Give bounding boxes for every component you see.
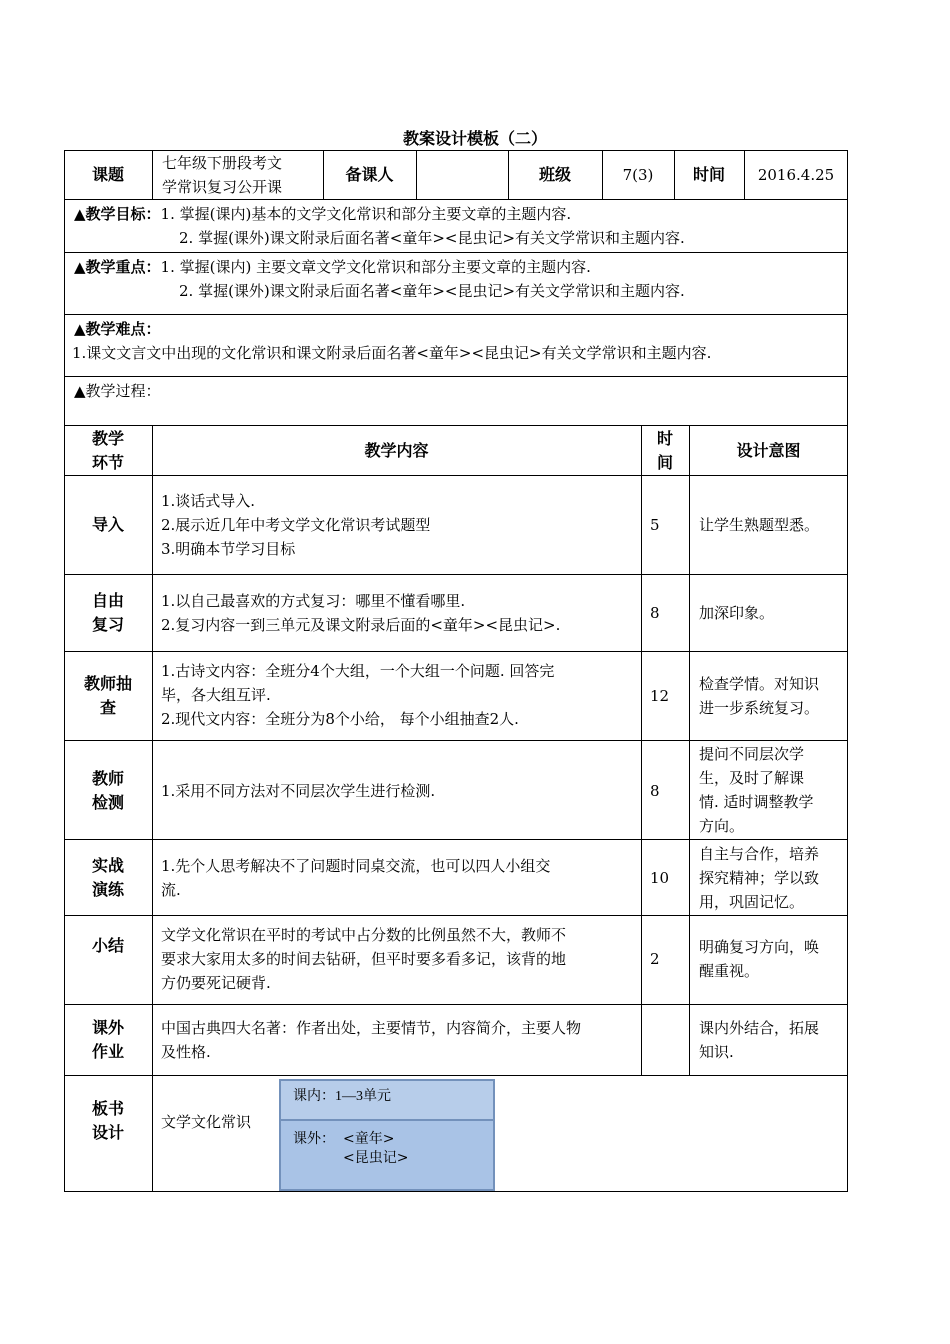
- table-row-content: 1.谈话式导入. 2.展示近几年中考文学文化常识考试题型 3.明确本节学习目标: [161, 492, 431, 558]
- preparer-label: 备课人: [345, 165, 394, 184]
- table-row-intent: 自主与合作，培养 探究精神；学以致 用，巩固记忆。: [699, 845, 820, 911]
- table-row-time: 8: [650, 782, 660, 800]
- board-outside-label: 课外：: [293, 1131, 335, 1147]
- table-row-time: 10: [650, 869, 670, 887]
- table-row-stage: 实战 演练: [91, 856, 124, 899]
- table-row-intent: 提问不同层次学 生，及时了解课 情. 适时调整教学 方向。: [699, 745, 814, 835]
- key-point-item: 1. 掌握(课内) 主要文章文学文化常识和部分主要文章的主题内容.: [160, 258, 591, 276]
- table-row-intent: 让学生熟题型悉。: [699, 516, 820, 534]
- table-row-time: 12: [650, 687, 670, 705]
- table-row-stage: 小结: [91, 936, 124, 955]
- topic-line-1: 七年级下册段考文: [162, 154, 283, 172]
- objective-item: 2. 掌握(课外)课文附录后面名著<童年><昆虫记>有关文学常识和主题内容.: [179, 229, 685, 247]
- table-row-content: 文学文化常识在平时的考试中占分数的比例虽然不大，教师不 要求大家用太多的时间去钻研，但平时要多看多记，该背的地 方仍要死记硬背.: [161, 926, 567, 992]
- topic-label: 课题: [91, 165, 124, 184]
- document-title: 教案设计模板（二）: [402, 129, 547, 148]
- table-row-time: 5: [650, 516, 660, 534]
- stage-header: [64, 427, 152, 475]
- table-row-stage: 教师 检测: [91, 769, 124, 812]
- time-header-line: 间: [656, 453, 673, 472]
- table-row-stage: 导入: [91, 515, 124, 534]
- table-row-content: 中国古典四大名著：作者出处，主要情节，内容简介，主要人物 及性格.: [161, 1019, 582, 1061]
- time-value: 2016.4.25: [757, 166, 835, 184]
- table-row-content: 1.先个人思考解决不了问题时同桌交流，也可以四人小组交 流.: [161, 857, 551, 899]
- table-row-intent: 加深印象。: [699, 604, 775, 622]
- topic-value: [162, 151, 322, 199]
- board-design-label: 板书 设计: [91, 1099, 124, 1142]
- objective-item: 1. 掌握(课内)基本的文学文化常识和部分主要文章的主题内容.: [160, 205, 572, 223]
- stage-header-line: 教学: [91, 429, 124, 448]
- table-row-content: 1.以自己最喜欢的方式复习：哪里不懂看哪里. 2.复习内容一到三单元及课文附录后面的<童年><昆虫记>.: [161, 592, 561, 634]
- table-row-intent: 检查学情。对知识 进一步系统复习。: [699, 675, 820, 717]
- table-row-time: 8: [650, 604, 660, 622]
- table-row-time: 2: [650, 950, 660, 968]
- key-point-item: 2. 掌握(课外)课文附录后面名著<童年><昆虫记>有关文学常识和主题内容.: [179, 282, 685, 300]
- class-value: 7(3): [622, 166, 654, 184]
- board-diagram: [279, 1079, 495, 1191]
- key-points-section: [74, 255, 844, 303]
- topic-line-2: 学常识复习公开课: [162, 178, 283, 196]
- table-row-intent: 课内外结合，拓展 知识.: [699, 1019, 820, 1061]
- intent-header: 设计意图: [736, 441, 801, 460]
- board-main-topic: 文学文化常识: [161, 1113, 252, 1131]
- table-row-intent: 明确复习方向，唤 醒重视。: [699, 938, 820, 980]
- table-row-content: 1.采用不同方法对不同层次学生进行检测.: [161, 782, 436, 800]
- objectives-label: ▲教学目标：: [74, 205, 161, 223]
- difficulties-label: ▲教学难点：: [74, 320, 161, 338]
- key-points-label: ▲教学重点：: [74, 258, 161, 276]
- difficulties-text: 1.课文文言文中出现的文化常识和课文附录后面名著<童年><昆虫记>有关文学常识和主题内容.: [72, 344, 712, 362]
- class-label: 班级: [538, 165, 571, 184]
- process-label: ▲教学过程：: [74, 382, 161, 400]
- table-row-stage: 教师抽 查: [83, 674, 132, 717]
- time-header-line: 时: [656, 429, 673, 448]
- table-row-stage: 自由 复习: [91, 591, 124, 634]
- board-inside-text: 课内：1—3单元: [293, 1089, 391, 1104]
- content-header: 教学内容: [364, 441, 429, 460]
- stage-header-line: 环节: [91, 453, 124, 472]
- table-row-content: 1.古诗文内容：全班分4个大组，一个大组一个问题. 回答完 毕，各大组互评. 2.现代文内容：全班分为8个小给， 每个小组抽查2人.: [161, 662, 555, 728]
- board-outside-item: <童年>: [343, 1131, 395, 1147]
- board-outside-item: <昆虫记>: [343, 1150, 409, 1166]
- time-label: 时间: [692, 165, 725, 184]
- table-row-stage: 课外 作业: [91, 1018, 124, 1061]
- time-header: [641, 427, 689, 475]
- objectives-section: [74, 202, 844, 250]
- difficulties-section: [74, 317, 844, 365]
